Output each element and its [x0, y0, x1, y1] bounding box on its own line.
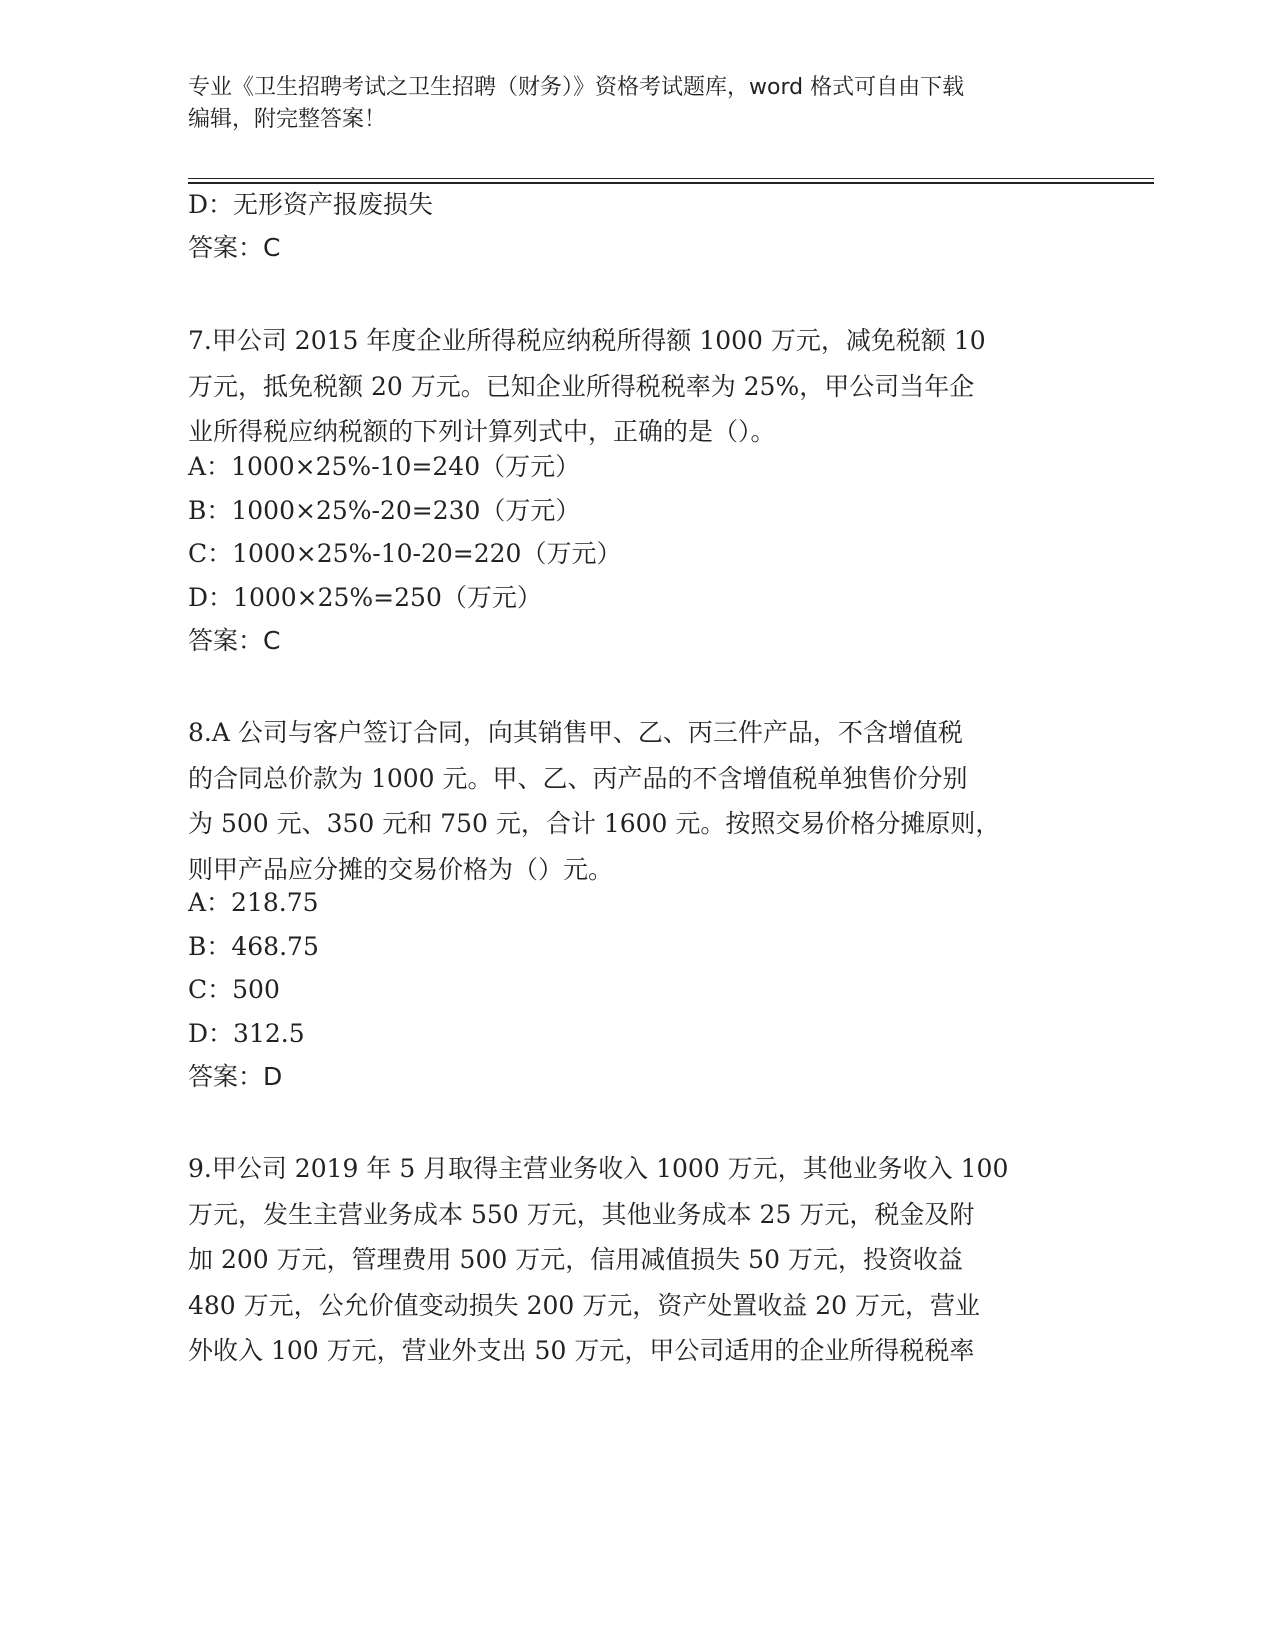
question-9-line-2: 万元，发生主营业务成本 550 万元，其他业务成本 25 万元，税金及附	[188, 1199, 975, 1229]
question-7-option-d: D：1000×25%=250（万元）	[188, 583, 542, 612]
header-line-2: 编辑，附完整答案！	[188, 107, 387, 132]
question-8-line-3: 为 500 元、350 元和 750 元，合计 1600 元。按照交易价格分摊原则，	[188, 809, 1001, 838]
question-8-option-a: A：218.75	[188, 888, 319, 917]
question-8-option-c: C：500	[188, 975, 280, 1004]
header-rule-thin	[188, 178, 1154, 179]
question-8-text	[188, 710, 1088, 892]
question-9-text	[188, 1146, 1088, 1374]
question-8-line-4: 则甲产品应分摊的交易价格为（）元。	[188, 854, 614, 884]
header-line-1: 专业《卫生招聘考试之卫生招聘（财务）》资格考试题库，word 格式可自由下载	[188, 75, 965, 100]
question-8-line-2: 的合同总价款为 1000 元。甲、乙、丙产品的不含增值税单独售价分别	[188, 763, 968, 793]
question-7-text	[188, 318, 1088, 455]
question-9-line-4: 480 万元，公允价值变动损失 200 万元，资产处置收益 20 万元，营业	[188, 1290, 980, 1320]
question-9-line-3: 加 200 万元，管理费用 500 万元，信用减值损失 50 万元，投资收益	[188, 1245, 963, 1274]
document-header	[188, 72, 1088, 136]
question-7-line-3: 业所得税应纳税额的下列计算列式中，正确的是（）。	[188, 417, 776, 446]
question-7-option-a: A：1000×25%-10=240（万元）	[188, 452, 581, 481]
question-9-line-1: 9.甲公司 2019 年 5 月取得主营业务收入 1000 万元，其他业务收入 100	[188, 1154, 1009, 1183]
question-8-line-1: 8.A 公司与客户签订合同，向其销售甲、乙、丙三件产品，不含增值税	[188, 718, 963, 747]
question-7-line-1: 7.甲公司 2015 年度企业所得税应纳税所得额 1000 万元，减免税额 10	[188, 326, 986, 355]
header-rule-thick	[188, 182, 1154, 184]
question-8-option-b: B：468.75	[188, 932, 319, 961]
question-8-answer: 答案：D	[188, 1062, 283, 1091]
prev-answer: 答案：C	[188, 233, 281, 262]
question-7-option-c: C：1000×25%-10-20=220（万元）	[188, 539, 622, 568]
prev-option-d: D：无形资产报废损失	[188, 190, 434, 219]
question-9-line-5: 外收入 100 万元，营业外支出 50 万元，甲公司适用的企业所得税税率	[188, 1336, 975, 1365]
question-7-option-b: B：1000×25%-20=230（万元）	[188, 496, 581, 525]
question-8-option-d: D：312.5	[188, 1019, 305, 1048]
question-7-answer: 答案：C	[188, 626, 281, 655]
question-7-line-2: 万元，抵免税额 20 万元。已知企业所得税税率为 25%，甲公司当年企	[188, 371, 975, 401]
